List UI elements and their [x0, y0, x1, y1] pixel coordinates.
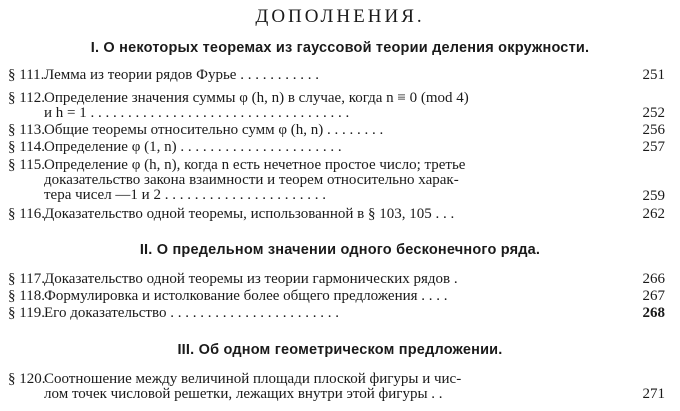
- entry-title: Общие теоремы относительно сумм φ (h, n) . . . . . . . .: [44, 122, 384, 138]
- section-heading-2: II. О предельном значении одного бесконечного ряда.: [139, 242, 541, 258]
- section-number: § 113.: [8, 122, 45, 138]
- section-number: § 112.: [8, 90, 45, 106]
- entry-title: Определение значения суммы φ (h, n) в случае, когда n ≡ 0 (mod 4) и h = 1 . . . . . . . . . . . . . . . . . . . . . . . . . . . . . . . . . . .: [44, 90, 469, 121]
- page-number: 256: [642, 122, 665, 138]
- page-number: 259: [642, 188, 665, 204]
- entry-title: Формулировка и истолкование более общего предложения . . . .: [44, 288, 448, 304]
- entry-title: Соотношение между величиной площади плоской фигуры и чис- лом точек числовой решетки, лежащих внутри этой фигуры . .: [44, 371, 462, 402]
- page-number: 266: [642, 271, 665, 287]
- page-number: 262: [642, 206, 665, 222]
- section-number: § 120.: [8, 371, 46, 387]
- section-heading-1: I. О некоторых теоремах из гауссовой теории деления окружности.: [90, 40, 590, 56]
- section-number: § 114.: [8, 139, 45, 155]
- page-number: 268: [642, 305, 665, 321]
- entry-title: Доказательство одной теоремы из теории гармонических рядов .: [44, 271, 458, 287]
- page-number: 271: [642, 386, 665, 402]
- page-number: 252: [642, 105, 665, 121]
- section-number: § 118.: [8, 288, 45, 304]
- entry-title: Определение φ (1, n) . . . . . . . . . . . . . . . . . . . . . .: [44, 139, 342, 155]
- page-title: ДОПОЛНЕНИЯ.: [255, 6, 425, 27]
- section-number: § 115.: [8, 157, 45, 173]
- section-number: § 119.: [8, 305, 45, 321]
- section-number: § 111.: [8, 67, 45, 83]
- section-heading-3: III. Об одном геометрическом предложении.: [177, 342, 503, 358]
- page-number: 257: [642, 139, 665, 155]
- entry-title: Лемма из теории рядов Фурье . . . . . . . . . . .: [44, 67, 319, 83]
- page-number: 251: [642, 67, 665, 83]
- entry-title: Определение φ (h, n), когда n есть нечетное простое число; третье доказательство закона взаимности и теорем относительно харак- тера чисел —1 и 2 . . . . . . . . . . . . . . . . . . . . . .: [44, 157, 466, 203]
- section-number: § 116.: [8, 206, 45, 222]
- entry-title: Доказательство одной теоремы, использованной в § 103, 105 . . .: [44, 206, 455, 222]
- section-number: § 117.: [8, 271, 45, 287]
- page-number: 267: [642, 288, 665, 304]
- entry-title: Его доказательство . . . . . . . . . . . . . . . . . . . . . . .: [44, 305, 339, 321]
